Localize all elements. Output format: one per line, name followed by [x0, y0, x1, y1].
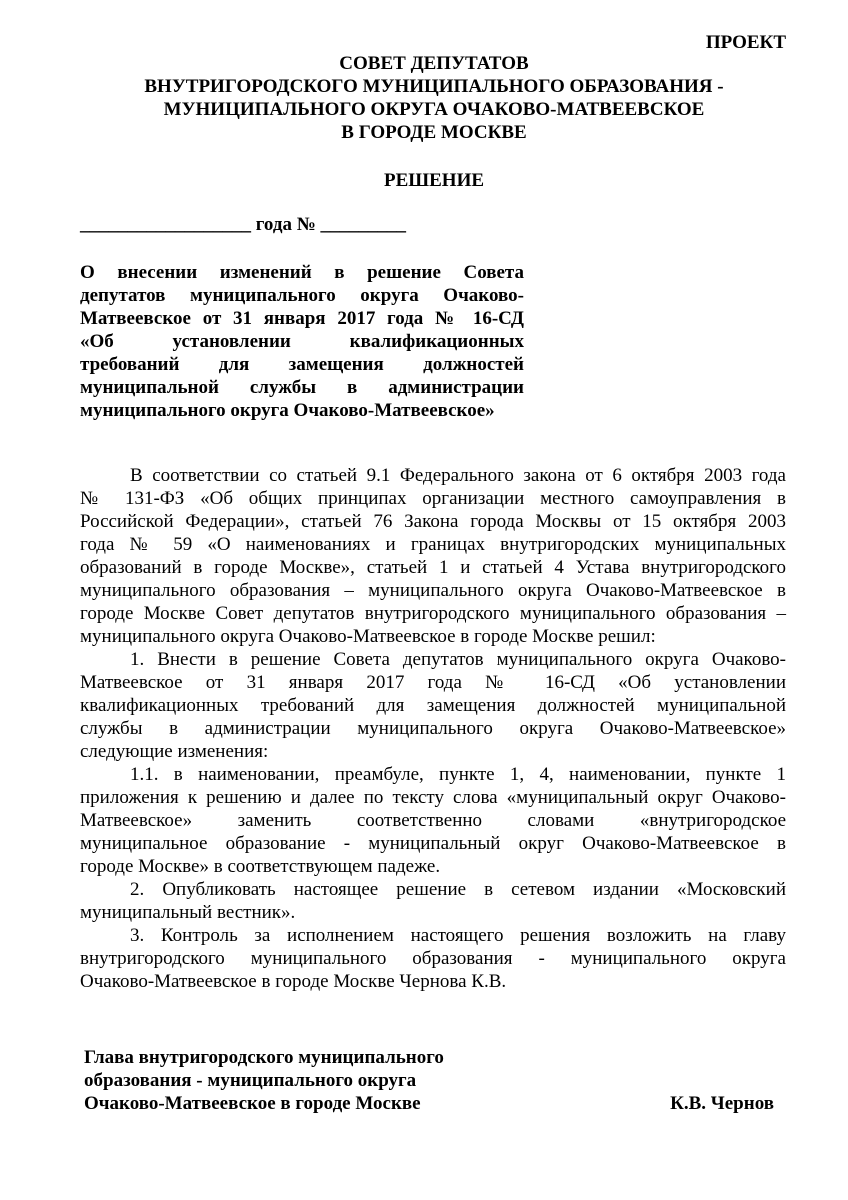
subject-line: муниципального округа Очаково-Матвеевское» — [80, 400, 495, 421]
decision-body — [80, 464, 786, 993]
org-line: СОВЕТ ДЕПУТАТОВ — [339, 53, 529, 74]
body-line: 1. Внести в решение Совета депутатов муниципального округа Очаково- — [130, 649, 786, 670]
signatory-title-line: Глава внутригородского муниципального — [84, 1047, 444, 1068]
body-line: городе Москве» в соответствующем падеже. — [80, 856, 441, 877]
body-line: 1.1. в наименовании, преамбуле, пункте 1, 4, наименовании, пункте 1 — [130, 764, 786, 785]
body-line: муниципальный вестник». — [80, 902, 296, 923]
body-line: В соответствии со статьей 9.1 Федерального закона от 6 октября 2003 года — [130, 465, 786, 486]
signatory-name: К.В. Чернов — [670, 1093, 774, 1114]
body-line: муниципальное образование - муниципальный округ Очаково-Матвеевское в — [80, 833, 786, 854]
body-line: Российской Федерации», статьей 76 Закона города Москвы от 15 октября 2003 — [80, 511, 786, 532]
body-line: № 131-ФЗ «Об общих принципах организации местного самоуправления в — [80, 488, 786, 509]
subject-line: муниципальной службы в администрации — [80, 377, 524, 398]
org-line: МУНИЦИПАЛЬНОГО ОКРУГА ОЧАКОВО-МАТВЕЕВСКОЕ — [163, 99, 705, 120]
body-line: 3. Контроль за исполнением настоящего решения возложить на главу — [130, 925, 786, 946]
subject-line: «Об установлении квалификационных — [80, 331, 524, 352]
org-line: ВНУТРИГОРОДСКОГО МУНИЦИПАЛЬНОГО ОБРАЗОВАНИЯ - — [144, 76, 724, 97]
subject-line: Матвеевское от 31 января 2017 года № 16-СД — [80, 308, 524, 329]
body-line: Матвеевское от 31 января 2017 года № 16-СД «Об установлении — [80, 672, 786, 693]
body-line: муниципального округа Очаково-Матвеевское в городе Москве решил: — [80, 626, 656, 647]
body-line: года № 59 «О наименованиях и границах внутригородских муниципальных — [80, 534, 786, 555]
decision-title: РЕШЕНИЕ — [383, 170, 485, 191]
body-line: приложения к решению и далее по тексту слова «муниципальный округ Очаково- — [80, 787, 786, 808]
body-line: службы в администрации муниципального округа Очаково-Матвеевское» — [80, 718, 786, 739]
subject-line: требований для замещения должностей — [80, 354, 524, 375]
date-number-line: __________________ года № _________ — [80, 214, 407, 235]
organization-header — [0, 52, 848, 144]
body-line: Матвеевское» заменить соответственно словами «внутригородское — [80, 810, 786, 831]
body-line: следующие изменения: — [80, 741, 269, 762]
body-line: городе Москве Совет депутатов внутригородского муниципального образования – — [80, 603, 786, 624]
body-line: образований в городе Москве», статьей 1 и статьей 4 Устава внутригородского — [80, 557, 786, 578]
body-line: 2. Опубликовать настоящее решение в сетевом издании «Московский — [130, 879, 786, 900]
decision-subject — [80, 261, 524, 422]
subject-line: О внесении изменений в решение Совета — [80, 262, 524, 283]
body-line: Очаково-Матвеевское в городе Москве Чернова К.В. — [80, 971, 507, 992]
signatory-title-line: Очаково-Матвеевское в городе Москве — [84, 1093, 421, 1114]
org-line: В ГОРОДЕ МОСКВЕ — [341, 122, 527, 143]
body-line: внутригородского муниципального образования - муниципального округа — [80, 948, 786, 969]
signatory-title-line: образования - муниципального округа — [84, 1070, 417, 1091]
subject-line: депутатов муниципального округа Очаково- — [80, 285, 524, 306]
body-line: квалификационных требований для замещения должностей муниципальной — [80, 695, 786, 716]
body-line: муниципального образования – муниципального округа Очаково-Матвеевское в — [80, 580, 786, 601]
signature-block — [84, 1046, 774, 1115]
project-mark: ПРОЕКТ — [705, 32, 786, 53]
